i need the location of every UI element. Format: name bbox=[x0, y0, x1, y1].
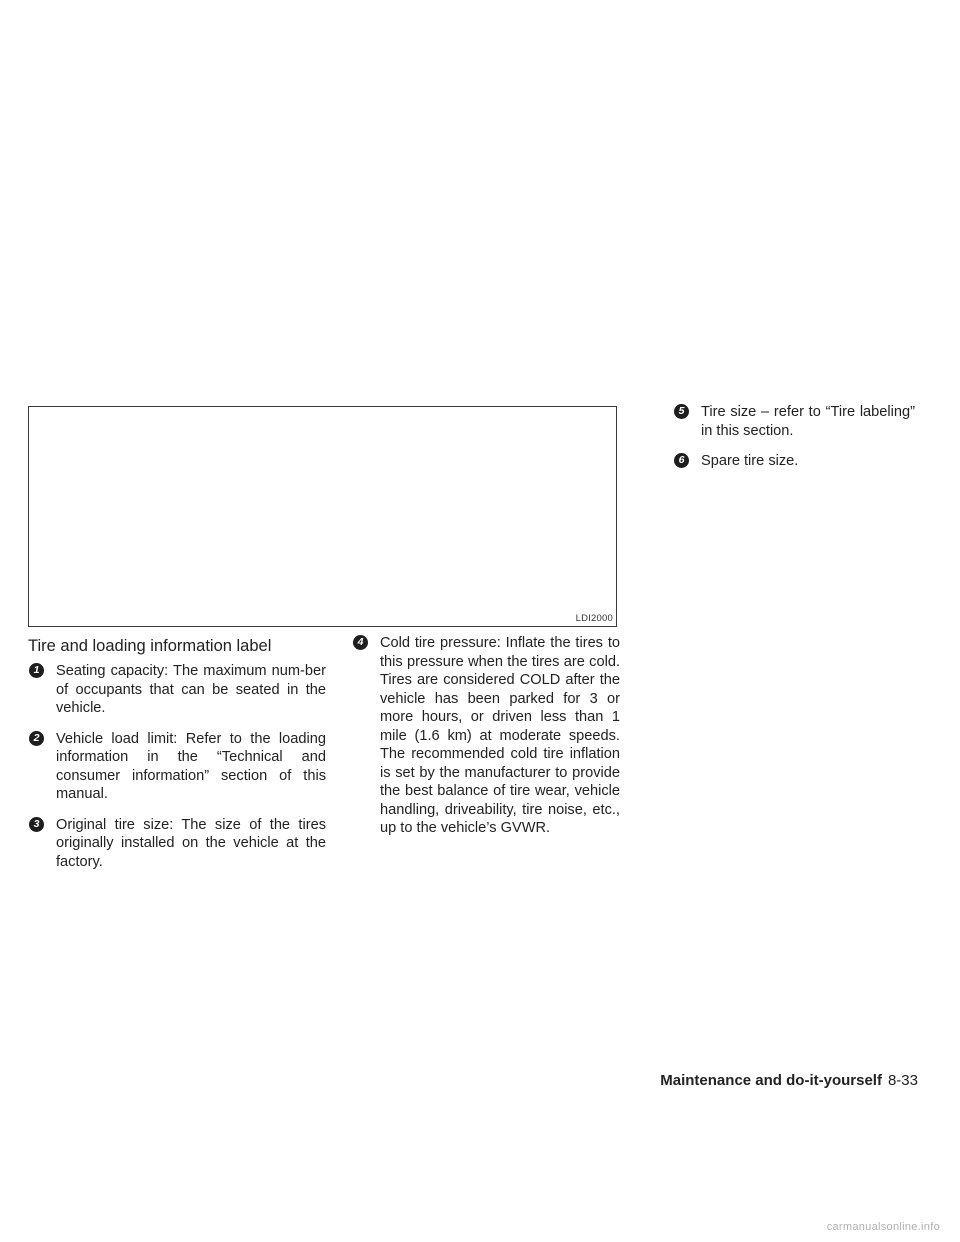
column-left bbox=[28, 662, 326, 883]
watermark: carmanualsonline.info bbox=[826, 1221, 940, 1233]
list-item bbox=[352, 634, 620, 838]
list-item bbox=[28, 662, 326, 718]
list-item bbox=[28, 730, 326, 804]
list-item bbox=[673, 452, 915, 471]
item-number-badge: 6 bbox=[674, 453, 689, 468]
list-item bbox=[28, 816, 326, 872]
chapter-title: Maintenance and do-it-yourself bbox=[660, 1072, 882, 1089]
item-number-badge: 1 bbox=[29, 663, 44, 678]
item-number-badge: 5 bbox=[674, 404, 689, 419]
item-text: Seating capacity: The maximum num-ber of occupants that can be seated in the vehicle. bbox=[56, 663, 326, 716]
item-text: Cold tire pressure: Inflate the tires to this pressure when the tires are cold. Tires are considered COLD after the vehicle has been parked for 3 or more hours, or driven less than 1 mile (1.6 km) at moderate speeds. The recommended cold tire inflation is set by the manufacturer to provide the best balance of tire wear, vehicle handling, driveability, tire noise, etc., up to the vehicle’s GVWR. bbox=[380, 635, 620, 836]
tire-label-figure bbox=[28, 406, 617, 627]
column-right bbox=[673, 403, 915, 483]
item-text: Spare tire size. bbox=[701, 453, 799, 469]
item-text: Tire size – refer to “Tire labeling” in this section. bbox=[701, 404, 915, 439]
page-number: 8-33 bbox=[887, 1072, 918, 1089]
page-footer bbox=[660, 1072, 918, 1089]
item-number-badge: 3 bbox=[29, 817, 44, 832]
item-text: Vehicle load limit: Refer to the loading information in the “Technical and consumer information” section of this manual. bbox=[56, 730, 326, 802]
section-title: Tire and loading information label bbox=[28, 637, 272, 655]
figure-code: LDI2000 bbox=[575, 613, 613, 624]
item-number-badge: 4 bbox=[353, 635, 368, 650]
item-text: Original tire size: The size of the tires originally installed on the vehicle at the factory. bbox=[56, 816, 326, 870]
column-middle bbox=[352, 634, 620, 850]
list-item bbox=[673, 403, 915, 440]
item-number-badge: 2 bbox=[29, 731, 44, 746]
